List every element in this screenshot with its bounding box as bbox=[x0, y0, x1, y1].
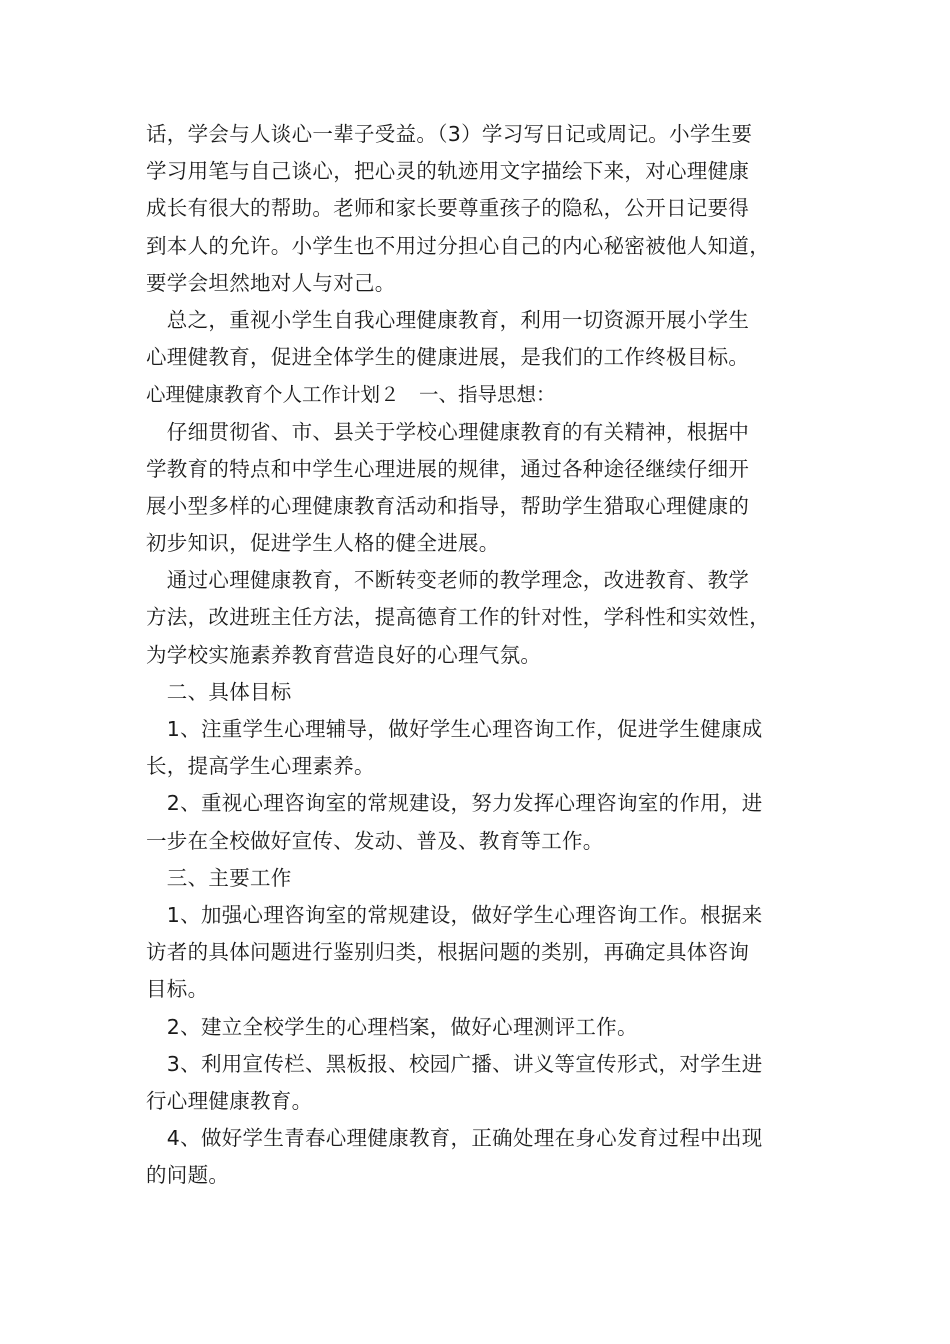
text-line: 学习用笔与自己谈心，把心灵的轨迹用文字描绘下来，对心理健康 bbox=[146, 159, 750, 184]
text-line: 初步知识，促进学生人格的健全进展。 bbox=[146, 531, 500, 556]
text-line: 通过心理健康教育，不断转变老师的教学理念，改进教育、教学 bbox=[146, 568, 750, 593]
text-line: 一步在全校做好宣传、发动、普及、教育等工作。 bbox=[146, 828, 604, 853]
text-line: 到本人的允许。小学生也不用过分担心自己的内心秘密被他人知道， bbox=[146, 233, 770, 258]
text-line: 话，学会与人谈心一辈子受益。（3）学习写日记或周记。小学生要 bbox=[146, 122, 753, 146]
text-line: 1、加强心理咨询室的常规建设，做好学生心理咨询工作。根据来 bbox=[146, 902, 763, 927]
text-line: 2、重视心理咨询室的常规建设，努力发挥心理咨询室的作用，进 bbox=[146, 791, 763, 816]
document-body bbox=[146, 116, 826, 1194]
text-line: 的问题。 bbox=[146, 1163, 230, 1188]
text-line: 展小型多样的心理健康教育活动和指导，帮助学生猎取心理健康的 bbox=[146, 493, 750, 518]
text-line: 行心理健康教育。 bbox=[146, 1088, 313, 1113]
text-line: 2、建立全校学生的心理档案，做好心理测评工作。 bbox=[146, 1014, 638, 1039]
text-line: 总之，重视小学生自我心理健康教育，利用一切资源开展小学生 bbox=[146, 307, 750, 332]
text-line: 要学会坦然地对人与对己。 bbox=[146, 270, 396, 295]
text-line: 为学校实施素养教育营造良好的心理气氛。 bbox=[146, 642, 542, 667]
text-line: 访者的具体问题进行鉴别归类，根据问题的类别，再确定具体咨询 bbox=[146, 940, 750, 965]
text-line: 心理健教育，促进全体学生的健康进展，是我们的工作终极目标。 bbox=[146, 345, 750, 370]
text-line: 3、利用宣传栏、黑板报、校园广播、讲义等宣传形式，对学生进 bbox=[146, 1051, 763, 1076]
text-line: 1、注重学生心理辅导，做好学生心理咨询工作，促进学生健康成 bbox=[146, 717, 763, 741]
text-line: 长，提高学生心理素养。 bbox=[146, 754, 375, 779]
section-title: 心理健康教育个人工作计划２ 一、指导思想： bbox=[146, 383, 556, 407]
text-line: 成长有很大的帮助。老师和家长要尊重孩子的隐私，公开日记要得 bbox=[146, 196, 750, 221]
text-line: 学教育的特点和中学生心理进展的规律，通过各种途径继续仔细开 bbox=[146, 456, 750, 481]
text-line: 仔细贯彻省、市、县关于学校心理健康教育的有关精神，根据中 bbox=[146, 419, 750, 444]
subheading: 三、主要工作 bbox=[146, 865, 292, 890]
text-line: 目标。 bbox=[146, 977, 209, 1002]
text-line: 4、做好学生青春心理健康教育，正确处理在身心发育过程中出现 bbox=[146, 1126, 763, 1151]
text-line: 方法，改进班主任方法，提高德育工作的针对性，学科性和实效性， bbox=[146, 605, 770, 630]
subheading: 二、具体目标 bbox=[146, 679, 292, 704]
